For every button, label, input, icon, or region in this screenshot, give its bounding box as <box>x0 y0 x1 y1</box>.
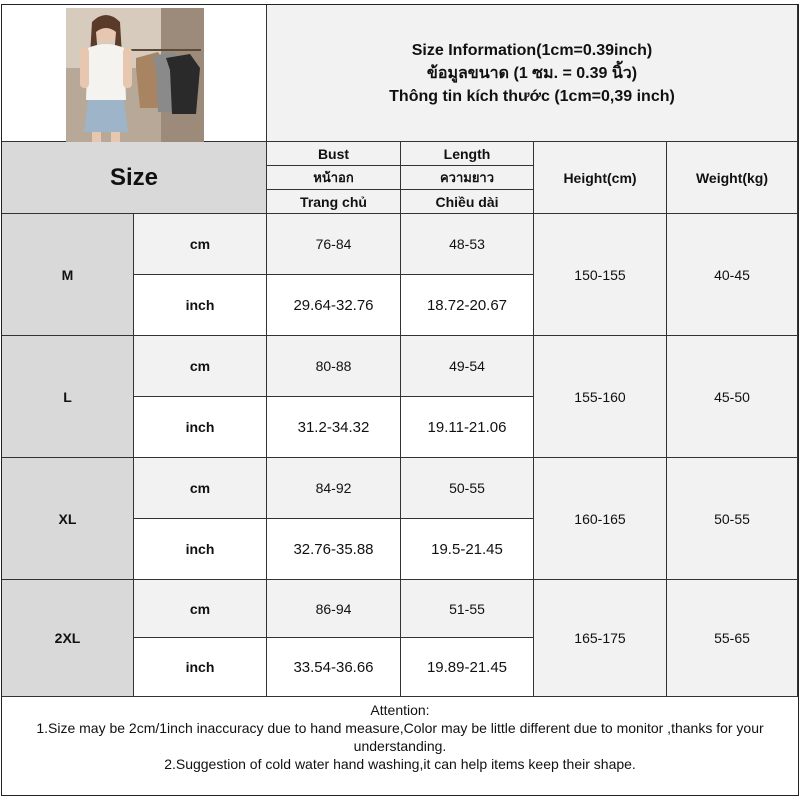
weight-header: Weight(kg) <box>667 142 798 214</box>
title-line-en: Size Information(1cm=0.39inch) <box>411 41 653 59</box>
unit-cm: cm <box>134 458 267 519</box>
attention-notes <box>2 697 798 795</box>
size-information-title <box>267 5 798 142</box>
size-label-2xl: 2XL <box>2 580 134 697</box>
attention-title: Attention: <box>370 702 430 718</box>
bust-inch-2xl: 33.54-36.66 <box>267 638 401 697</box>
unit-cm: cm <box>134 580 267 638</box>
height-2xl: 165-175 <box>534 580 667 697</box>
weight-xl: 50-55 <box>667 458 798 580</box>
unit-cm: cm <box>134 214 267 275</box>
weight-m: 40-45 <box>667 214 798 336</box>
attention-line-2: 2.Suggestion of cold water hand washing,it can help items keep their shape. <box>164 756 636 772</box>
length-header-vi: Chiều dài <box>401 190 534 214</box>
length-cm-xl: 50-55 <box>401 458 534 519</box>
bust-header-th: หน้าอก <box>267 166 401 190</box>
bust-inch-m: 29.64-32.76 <box>267 275 401 336</box>
length-cm-2xl: 51-55 <box>401 580 534 638</box>
bust-header-vi: Trang chủ <box>267 190 401 214</box>
bust-header-en: Bust <box>267 142 401 166</box>
weight-2xl: 55-65 <box>667 580 798 697</box>
height-l: 155-160 <box>534 336 667 458</box>
bust-cm-xl: 84-92 <box>267 458 401 519</box>
bust-inch-xl: 32.76-35.88 <box>267 519 401 580</box>
size-label-l: L <box>2 336 134 458</box>
bust-cm-l: 80-88 <box>267 336 401 397</box>
size-label-m: M <box>2 214 134 336</box>
photo-cell <box>2 5 267 142</box>
size-chart <box>1 4 799 796</box>
product-photo-image <box>66 8 204 144</box>
unit-cm: cm <box>134 336 267 397</box>
bust-inch-l: 31.2-34.32 <box>267 397 401 458</box>
length-inch-l: 19.11-21.06 <box>401 397 534 458</box>
size-label-xl: XL <box>2 458 134 580</box>
size-header: Size <box>2 142 267 214</box>
title-line-th: ข้อมูลขนาด (1 ซม. = 0.39 นิ้ว) <box>426 64 638 82</box>
title-line-vi: Thông tin kích thước (1cm=0,39 inch) <box>389 87 675 105</box>
length-inch-2xl: 19.89-21.45 <box>401 638 534 697</box>
attention-line-1: 1.Size may be 2cm/1inch inaccuracy due to hand measure,Color may be little different due to monitor ,thanks for your understanding. <box>36 720 764 754</box>
length-header-en: Length <box>401 142 534 166</box>
length-cm-m: 48-53 <box>401 214 534 275</box>
product-photo <box>66 8 204 144</box>
unit-inch: inch <box>134 397 267 458</box>
unit-inch: inch <box>134 519 267 580</box>
unit-inch: inch <box>134 275 267 336</box>
bust-cm-m: 76-84 <box>267 214 401 275</box>
height-m: 150-155 <box>534 214 667 336</box>
weight-l: 45-50 <box>667 336 798 458</box>
height-header: Height(cm) <box>534 142 667 214</box>
height-xl: 160-165 <box>534 458 667 580</box>
unit-inch: inch <box>134 638 267 697</box>
bust-cm-2xl: 86-94 <box>267 580 401 638</box>
length-inch-m: 18.72-20.67 <box>401 275 534 336</box>
length-cm-l: 49-54 <box>401 336 534 397</box>
length-header-th: ความยาว <box>401 166 534 190</box>
length-inch-xl: 19.5-21.45 <box>401 519 534 580</box>
